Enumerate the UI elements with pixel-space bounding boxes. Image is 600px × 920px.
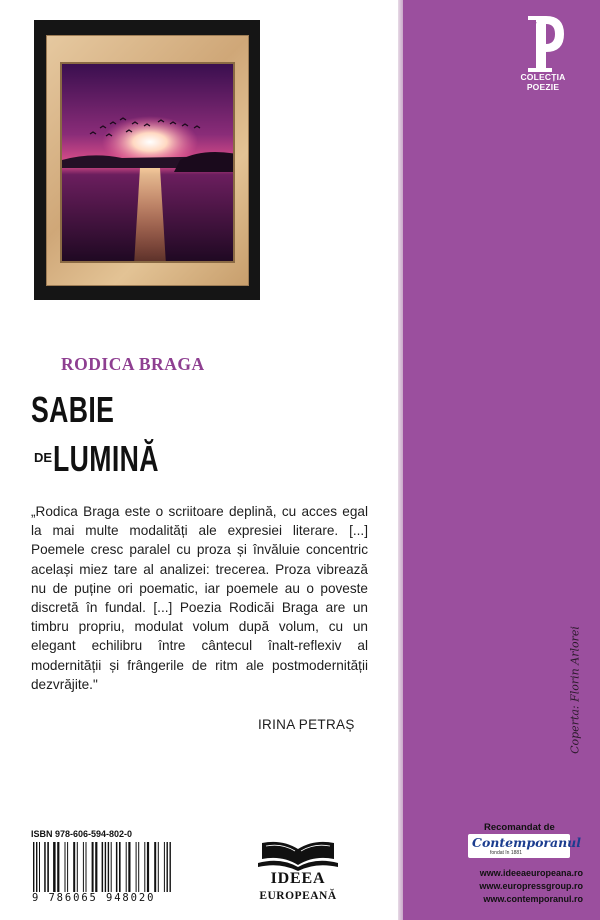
barcode-bar (147, 842, 149, 892)
barcode-bar (144, 842, 145, 892)
barcode-bar (126, 842, 127, 892)
barcode-bar (102, 842, 104, 892)
sunset-photo (60, 62, 235, 263)
barcode-bar (65, 842, 66, 892)
publisher-name: IDEEA (270, 870, 326, 887)
barcode-bar (111, 842, 112, 892)
barcode-bar (95, 842, 97, 892)
website-link[interactable]: www.contemporanul.ro (483, 894, 583, 904)
barcode-bar (57, 842, 59, 892)
barcode-bar (39, 842, 40, 892)
sunset-lake-image (62, 64, 235, 263)
book-author: RODICA BRAGA (61, 354, 205, 374)
contemporanul-sub: fondat în 1881 (490, 850, 522, 856)
barcode-bar (92, 842, 94, 892)
barcode-bar (164, 842, 165, 892)
barcode-bar (86, 842, 87, 892)
blurb-quote: „Rodica Braga este o scriitoare deplină, cu acces egal la mai multe modalități ale expresiei literare. [...] Poemele cresc paralel cu proza și învăluie concentric același miez tare al analizei: trecerea. Proza vibrează nu de puține ori poematic, iar poemele au o poveste discretă în fundal. [...] Poezia Rodicăi Braga are un timbru propriu, modulat volum după volum, cu un elegant echilibru între cântecul înalt-reflexiv al modernității și frângerile de ritm ale postmodernității dezvrăjite." (31, 504, 368, 692)
book-title-de: DE (34, 450, 53, 465)
book-title-line2: LUMINĂ (53, 438, 159, 479)
barcode-bar (47, 842, 49, 892)
book-title-line1: SABIE (31, 389, 115, 430)
blurb-author: IRINA PETRAȘ (258, 717, 355, 732)
isbn-label: ISBN 978-606-594-802-0 (31, 829, 133, 839)
barcode-digits: 9 786065 948020 (32, 892, 197, 904)
collection-logo (506, 12, 580, 96)
website-link[interactable]: www.ideeaeuropeana.ro (479, 868, 583, 878)
website-link[interactable]: www.europressgroup.ro (479, 881, 583, 891)
back-cover-purple-panel (403, 0, 600, 920)
barcode-bar (138, 842, 139, 892)
collection-line1: COLECȚIA (520, 72, 566, 82)
recommendation-label: Recomandat de (484, 822, 555, 833)
framed-picture (34, 20, 260, 300)
barcode-bar (77, 842, 78, 892)
barcode-bar (73, 842, 75, 892)
publisher-subname: EUROPEANĂ (259, 890, 337, 902)
cover-credit: Coperta: Florin Arlorei (568, 626, 582, 754)
contemporanul-name: Contemporanul (472, 835, 582, 850)
contemporanul-logo (468, 834, 582, 858)
barcode-bar (119, 842, 121, 892)
collection-line2: POEZIE (526, 82, 560, 92)
barcode-bar (158, 842, 159, 892)
barcode-bar (154, 842, 156, 892)
barcode-bar (83, 842, 84, 892)
barcode-bar (128, 842, 130, 892)
barcode-bar (44, 842, 46, 892)
barcode-bar (116, 842, 118, 892)
barcode-bar (67, 842, 68, 892)
barcode-bar (136, 842, 137, 892)
barcode-bar (53, 842, 56, 892)
